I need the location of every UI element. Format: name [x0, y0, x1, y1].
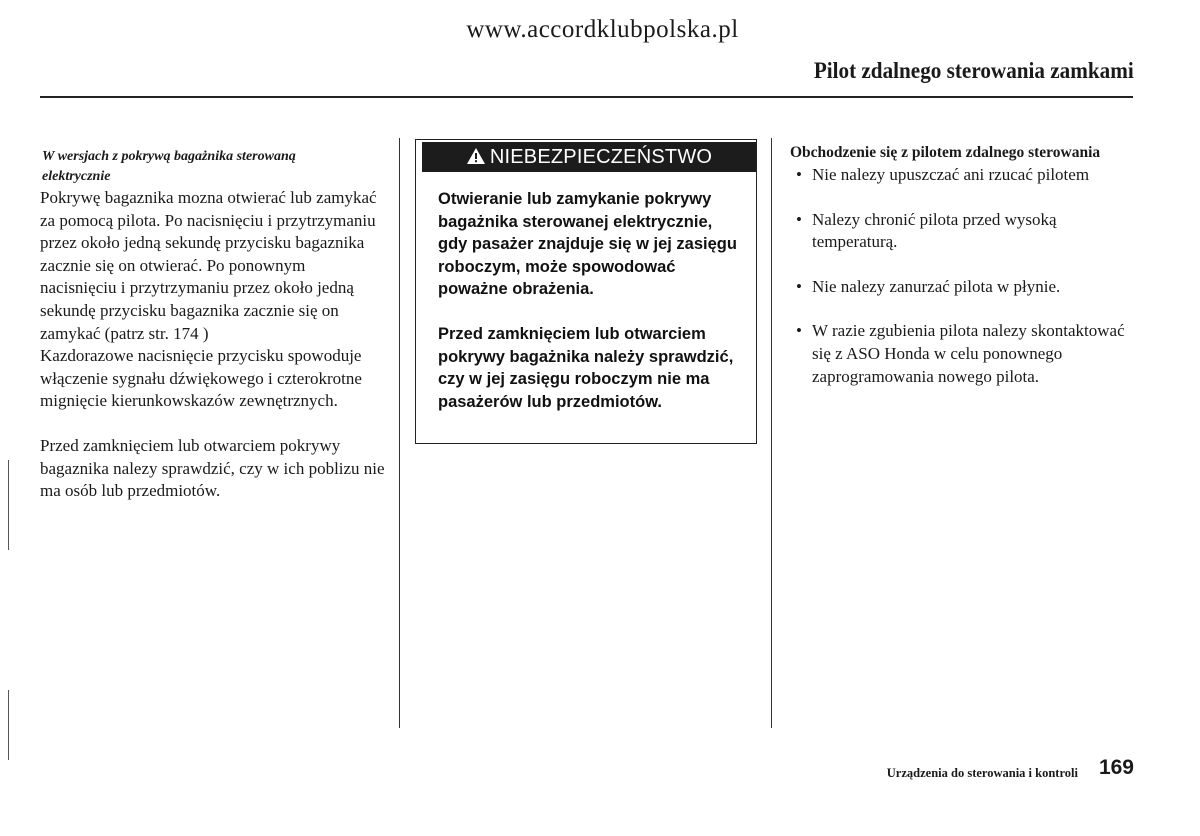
warning-paragraph: Przed zamknięciem lub otwarciem pokrywy bagażnika należy sprawdzić, czy w jej zasięgu roboczym nie ma pasażerów lub przedmiotów.	[438, 324, 734, 411]
warning-header	[422, 142, 756, 172]
bullet-icon: •	[796, 276, 802, 296]
section-subheading: Obchodzenie się z pilotem zdalnego sterowania	[790, 144, 1101, 161]
list-item-text: Nie nalezy upuszczać ani rzucać pilotem	[812, 165, 1090, 184]
column-divider-left	[399, 138, 400, 728]
list-item-text: Nalezy chronić pilota przed wysoką temperaturą.	[812, 209, 1057, 252]
page-number: 169	[1098, 756, 1134, 779]
list-item-text: W razie zgubienia pilota nalezy skontaktować się z ASO Honda w celu ponownego zaprogramowania nowego pilota.	[812, 321, 1125, 386]
section-subheading	[42, 147, 385, 187]
scan-edge-mark	[8, 460, 9, 550]
body-paragraph: Przed zamknięciem lub otwarciem pokrywy bagaznika nalezy sprawdzić, czy w ich poblizu nie ma osób lub przedmiotów.	[40, 435, 385, 501]
warning-paragraph: Otwieranie lub zamykanie pokrywy bagażnika sterowanej elektrycznie, gdy pasażer znajduje się w jej zasięgu roboczym, może spowodować poważne obrażenia.	[438, 190, 737, 299]
bullet-icon: •	[796, 209, 802, 229]
left-column	[40, 147, 385, 503]
danger-warning-box	[415, 139, 757, 444]
list-item	[790, 209, 1135, 254]
body-paragraph: Pokrywę bagaznika mozna otwierać lub zamykać za pomocą pilota. Po nacisnięciu i przytrzymaniu przez około jedną sekundę przycisku bagaznika zacznie się on otwierać. Po ponownym nacisnięciu i przytrzymaniu przez około jedną sekundę przycisku bagaznika zacznie się on zamykać (patrz str. 174 )	[40, 188, 377, 343]
right-column	[790, 142, 1135, 410]
warning-label: NIEBEZPIECZEŃSTWO	[489, 146, 713, 168]
bullet-icon: •	[796, 165, 802, 184]
bullet-icon: •	[796, 321, 802, 341]
header-divider	[40, 96, 1133, 98]
site-url: www.accordklubpolska.pl	[466, 16, 739, 43]
page-title: Pilot zdalnego sterowania zamkami	[814, 58, 1134, 83]
bullet-list	[790, 164, 1135, 388]
subheading-line: W wersjach z pokrywą bagażnika sterowaną	[42, 149, 296, 164]
list-item-text: Nie nalezy zanurzać pilota w płynie.	[812, 276, 1061, 296]
column-divider-right	[771, 138, 772, 728]
subheading-line: elektrycznie	[42, 169, 111, 184]
body-paragraph: Kazdorazowe nacisnięcie przycisku spowoduje włączenie sygnału dźwiękowego i czterokrotne mignięcie kierunkowskazów zewnętrznych.	[40, 346, 362, 411]
list-item	[790, 320, 1135, 388]
footer-section-title: Urządzenia do sterowania i kontroli	[886, 766, 1078, 780]
warning-triangle-icon	[466, 144, 486, 174]
warning-text	[438, 188, 738, 413]
list-item	[790, 164, 1135, 187]
list-item	[790, 276, 1135, 299]
scan-edge-mark	[8, 690, 9, 760]
